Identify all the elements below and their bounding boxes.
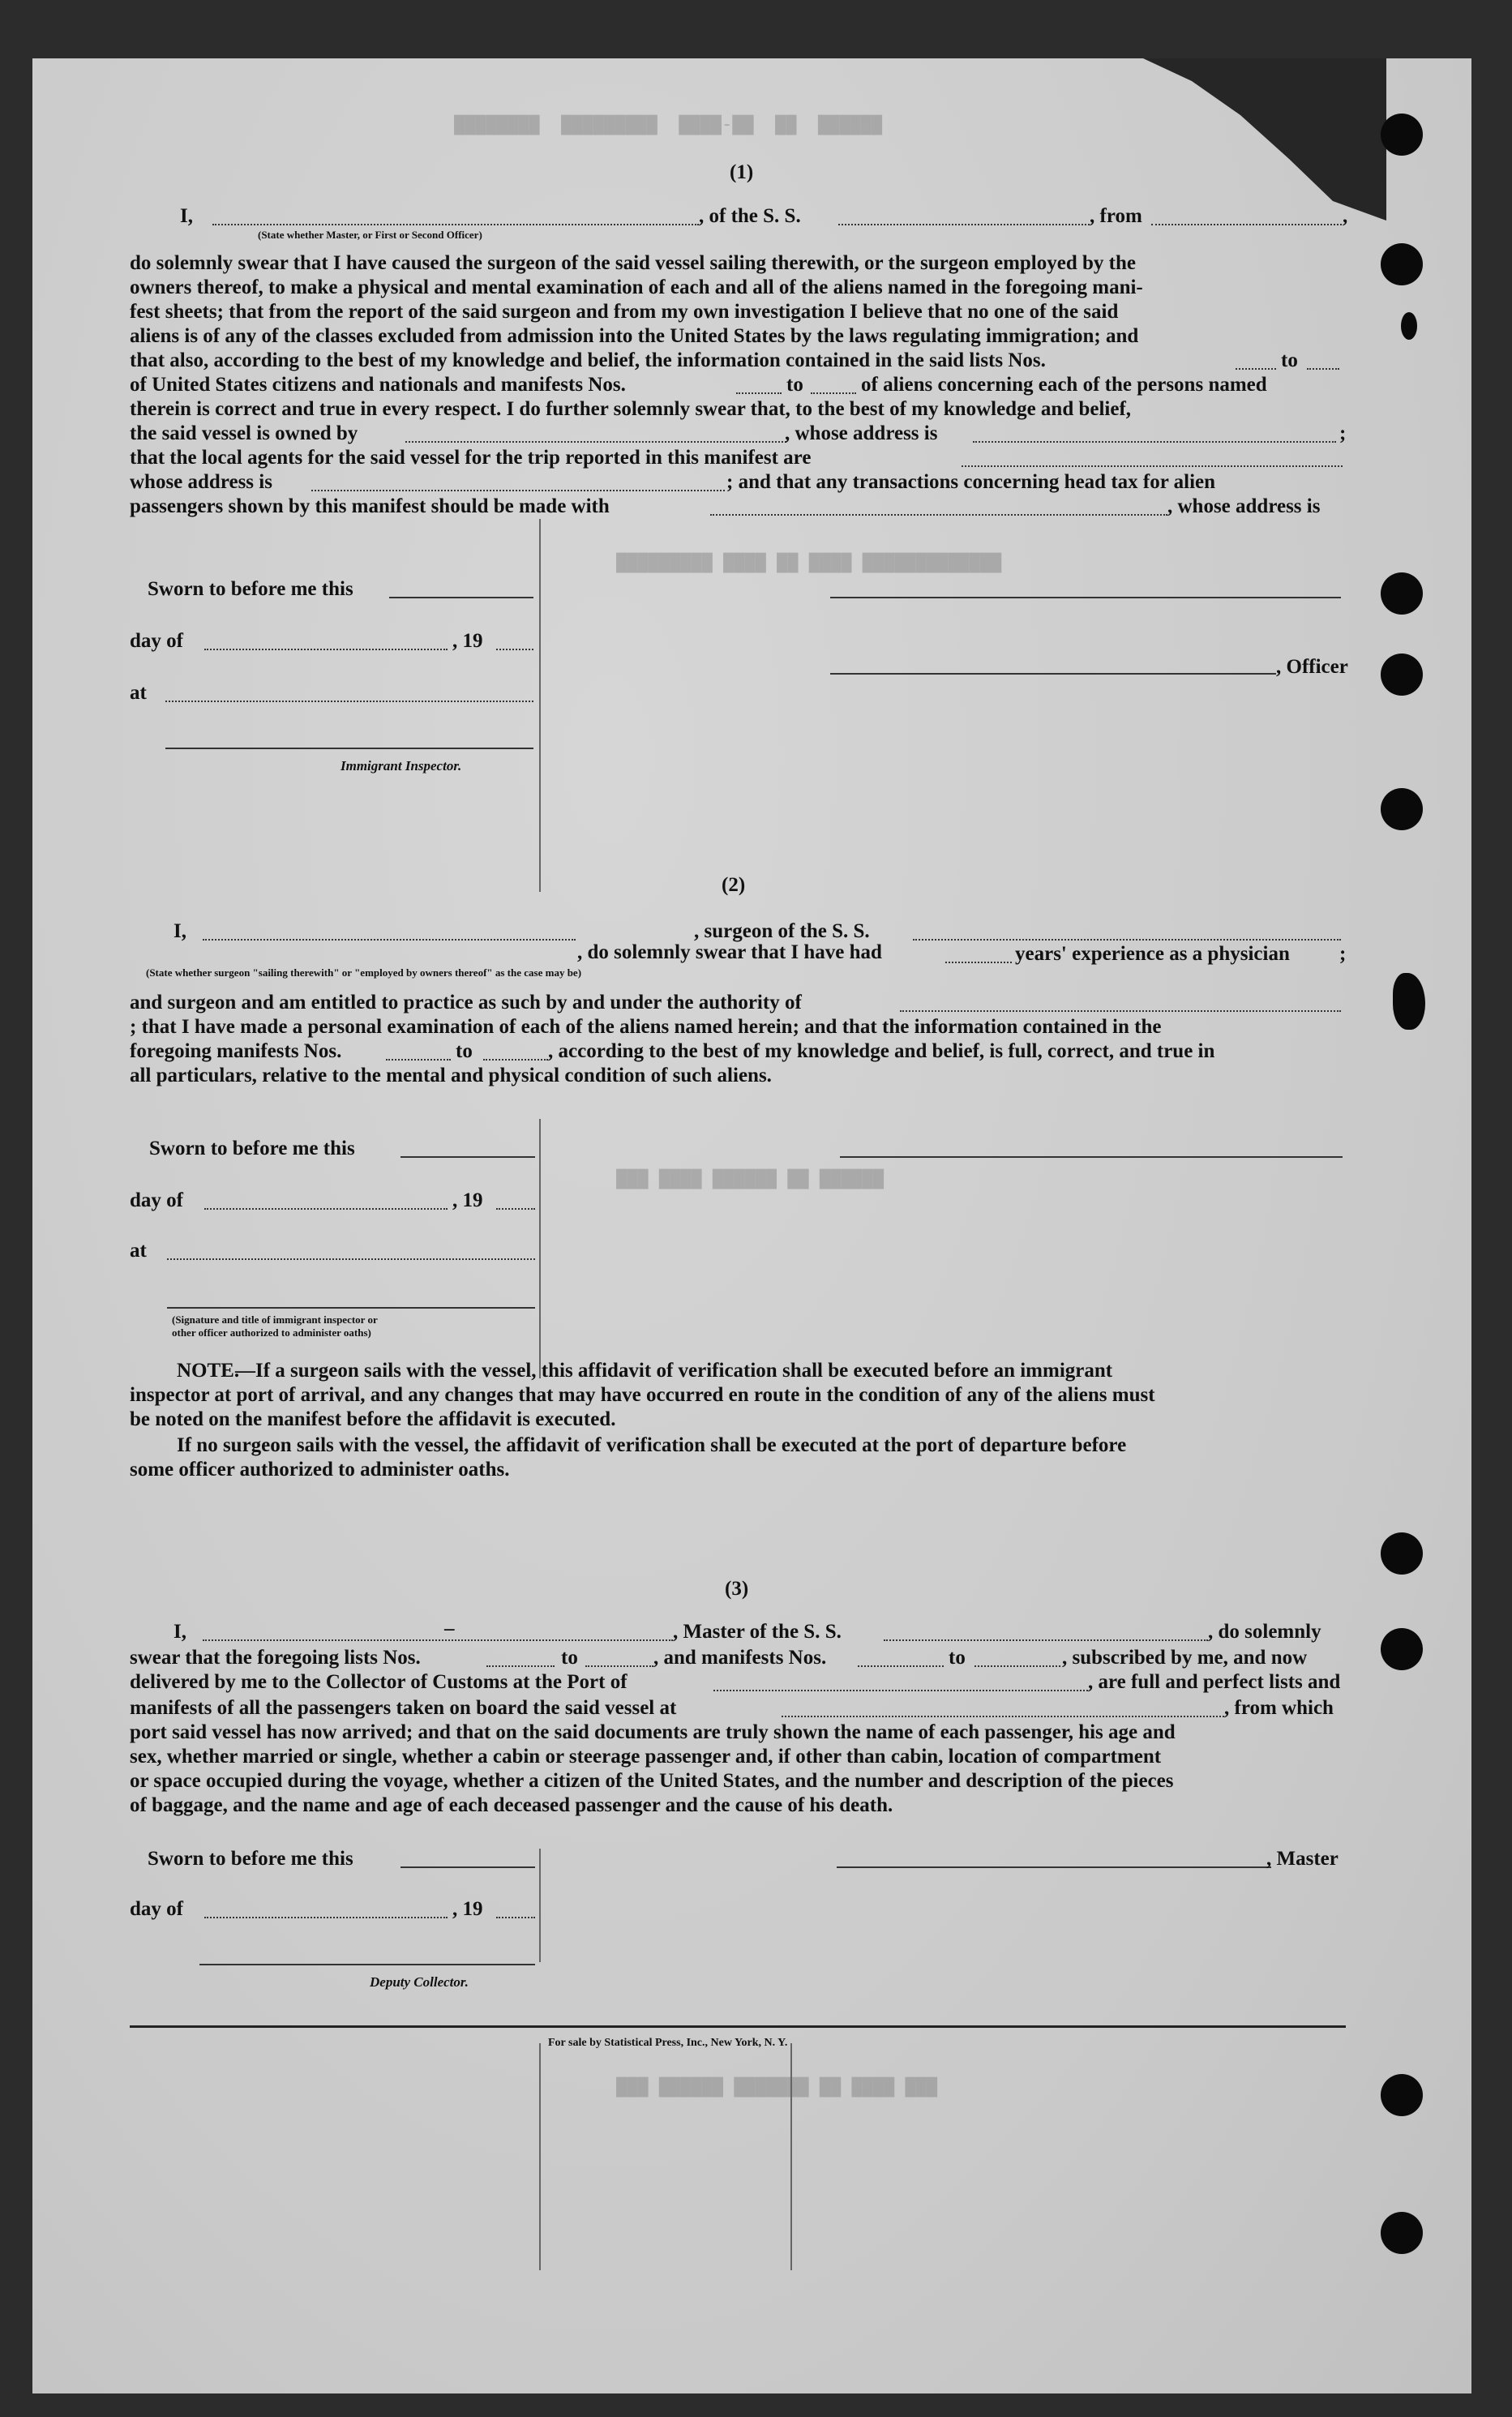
s2-note-label: NOTE. <box>177 1360 240 1382</box>
punch-hole-8 <box>1381 2074 1423 2116</box>
s3-sworn-field[interactable] <box>400 1866 535 1868</box>
bleed-through: ██████ ██ ██████ ████ ███ <box>616 1169 884 1189</box>
s1-para-9: whose address is <box>130 471 272 493</box>
s1-lists-from-field[interactable] <box>1236 368 1276 370</box>
s2-manifests-to-field[interactable] <box>483 1059 548 1061</box>
s1-para-10: passengers shown by this manifest should be made with <box>130 495 610 517</box>
s2-authority-field[interactable] <box>900 1010 1341 1012</box>
s1-owner-field[interactable] <box>405 441 786 443</box>
s3-vessel-field[interactable] <box>884 1639 1208 1641</box>
s1-i: I, <box>180 205 193 227</box>
s1-year-field[interactable] <box>496 649 533 650</box>
s3-port-field[interactable] <box>713 1690 1088 1691</box>
s3-collector-signature-field[interactable] <box>199 1964 535 1965</box>
s3-full-perfect: , are full and perfect lists and <box>1088 1671 1341 1693</box>
s1-para-4: that also, according to the best of my knowledge and belief, the information contained in the said lists Nos. <box>130 349 1046 371</box>
bleed-through: ███ ████ ██ ███████ ██████ ███ <box>616 2077 938 2098</box>
s2-manifests-from-field[interactable] <box>386 1059 451 1061</box>
s2-day-of: day of <box>130 1189 183 1211</box>
s2-note-2: be noted on the manifest before the affidavit is executed. <box>130 1408 616 1430</box>
s3-departure-port-field[interactable] <box>782 1716 1224 1717</box>
s1-owner-address-field[interactable] <box>973 441 1336 443</box>
s1-to-2: to <box>786 374 803 396</box>
s2-para-2: foregoing manifests Nos. <box>130 1040 342 1062</box>
s2-para-1: ; that I have made a personal examination of each of the aliens named herein; and that the information contained in the <box>130 1016 1162 1038</box>
s3-para-4: sex, whether married or single, whether a cabin or steerage passenger and, if other than cabin, location of compartment <box>130 1746 1162 1768</box>
s2-at: at <box>130 1240 147 1262</box>
s3-and-manifests: , and manifests Nos. <box>653 1647 827 1669</box>
s3-master-signature-field[interactable] <box>837 1866 1271 1868</box>
s3-manifests-to-field[interactable] <box>974 1665 1060 1667</box>
s1-inspector-caption: Immigrant Inspector. <box>341 758 462 774</box>
s2-i: I, <box>173 920 186 942</box>
bleed-through: █████████████ ████ ██ ████ █████████ <box>616 553 1002 573</box>
bleed-through: ██████ ██ ██-████ █████████ ████████ <box>454 115 883 135</box>
s2-swear-had: , do solemnly swear that I have had <box>577 941 882 963</box>
s3-para-0: swear that the foregoing lists Nos. <box>130 1647 421 1669</box>
s3-para-5: or space occupied during the voyage, whether a citizen of the United States, and the number and description of the pieces <box>130 1770 1174 1792</box>
s2-inspector-signature-field[interactable] <box>167 1307 535 1309</box>
s1-officer-label: , Officer <box>1276 656 1348 678</box>
s1-para-5: of United States citizens and nationals and manifests Nos. <box>130 374 626 396</box>
s2-caption: (State whether surgeon "sailing therewith" or "employed by owners thereof" as the case may be) <box>146 966 582 979</box>
s2-year-field[interactable] <box>496 1208 535 1210</box>
s3-para-6: of baggage, and the name and age of each deceased passenger and the cause of his death. <box>130 1794 893 1816</box>
punch-hole-3 <box>1381 572 1423 615</box>
s2-semi: ; <box>1339 943 1347 965</box>
s2-surgeon-of: , surgeon of the S. S. <box>694 920 870 942</box>
s1-from-field[interactable] <box>1151 224 1342 225</box>
s1-para-8: that the local agents for the said vessel for the trip reported in this manifest are <box>130 447 812 469</box>
s1-at: at <box>130 682 147 704</box>
ink-smudge <box>1401 312 1417 340</box>
s3-year: , 19 <box>452 1898 483 1920</box>
s3-manifests-from-field[interactable] <box>858 1665 944 1667</box>
s1-year: , 19 <box>452 630 483 652</box>
s1-para-7: the said vessel is owned by <box>130 422 358 444</box>
s2-day-field[interactable] <box>204 1208 448 1210</box>
s1-lists-to-field[interactable] <box>1307 368 1339 370</box>
s2-note2-0: If no surgeon sails with the vessel, the affidavit of verification shall be executed at the port of departure before <box>177 1434 1127 1456</box>
s2-surgeon-signature-field[interactable] <box>840 1156 1343 1158</box>
section-2-number: (2) <box>722 874 746 896</box>
s2-sworn: Sworn to before me this <box>149 1138 355 1159</box>
s3-subscribed: , subscribed by me, and now <box>1062 1647 1308 1669</box>
s2-years-field[interactable] <box>945 962 1012 963</box>
s3-para-3: port said vessel has now arrived; and that on the said documents are truly shown the name of each passenger, his age and <box>130 1721 1176 1743</box>
s2-note-1: inspector at port of arrival, and any changes that may have occurred en route in the condition of any of the aliens must <box>130 1384 1155 1406</box>
punch-hole-1 <box>1381 114 1423 156</box>
s2-years: years' experience as a physician <box>1015 943 1290 965</box>
s3-dash: – <box>444 1618 455 1639</box>
s2-surgeon-name-field[interactable] <box>203 939 576 941</box>
s1-sworn-field[interactable] <box>389 597 533 598</box>
section-1-number: (1) <box>730 161 754 183</box>
s1-officer-caption: (State whether Master, or First or Second Officer) <box>258 229 482 241</box>
s3-master-name-field[interactable] <box>203 1639 673 1641</box>
s1-of-aliens: of aliens concerning each of the persons named <box>861 374 1267 396</box>
footer-rule <box>130 2025 1346 2028</box>
s3-day-field[interactable] <box>204 1917 448 1918</box>
s1-whose-address-is: , whose address is <box>1167 495 1321 517</box>
section-3-number: (3) <box>725 1578 749 1600</box>
s1-vessel-field[interactable] <box>838 224 1090 225</box>
s1-officer-title-field[interactable] <box>830 673 1276 675</box>
s2-to: to <box>456 1040 473 1062</box>
s3-sworn: Sworn to before me this <box>148 1848 353 1870</box>
column-rule <box>539 519 541 892</box>
s3-i: I, <box>173 1621 186 1643</box>
s2-sig-caption-2: other officer authorized to administer oaths) <box>172 1326 371 1339</box>
s1-head-tax: ; and that any transactions concerning head tax for alien <box>726 471 1216 493</box>
s1-agents-field[interactable] <box>962 465 1343 467</box>
s3-year-field[interactable] <box>496 1917 535 1918</box>
s1-para-0: do solemnly swear that I have caused the surgeon of the said vessel sailing therewith, or the surgeon employed by the <box>130 252 1136 274</box>
s3-to-1: to <box>561 1647 578 1669</box>
punch-hole-7 <box>1381 1628 1423 1670</box>
s3-master-of: , Master of the S. S. <box>673 1621 842 1643</box>
s3-to-2: to <box>949 1647 966 1669</box>
punch-hole-2 <box>1381 243 1423 285</box>
s1-officer-signature-field[interactable] <box>830 597 1341 598</box>
s1-whose-address: , whose address is <box>785 422 938 444</box>
s1-officer-field[interactable] <box>212 224 699 225</box>
punch-hole-5 <box>1381 788 1423 830</box>
s3-para-2: manifests of all the passengers taken on board the said vessel at <box>130 1697 677 1719</box>
s3-lists-from-field[interactable] <box>486 1665 555 1667</box>
s1-manifests-from-field[interactable] <box>736 392 782 394</box>
s3-from-which: , from which <box>1224 1697 1334 1719</box>
s3-collector-caption: Deputy Collector. <box>370 1974 469 1990</box>
column-rule <box>790 2043 792 2270</box>
s1-day-of: day of <box>130 630 183 652</box>
s2-sig-caption-1: (Signature and title of immigrant inspector or <box>172 1313 378 1326</box>
s3-lists-to-field[interactable] <box>585 1665 653 1667</box>
s1-para-3: aliens is of any of the classes excluded from admission into the United States by the laws regulating immigration; and <box>130 325 1139 347</box>
s1-para-2: fest sheets; that from the report of the said surgeon and from my own investigation I believe that no one of the said <box>130 301 1119 323</box>
footer-printer: For sale by Statistical Press, Inc., New York, N. Y. <box>548 2037 788 2049</box>
s1-of-ss: , of the S. S. <box>699 205 801 227</box>
s2-at-field[interactable] <box>167 1258 535 1260</box>
s2-according: , according to the best of my knowledge and belief, is full, correct, and true in <box>548 1040 1215 1062</box>
column-rule <box>539 1849 541 1962</box>
s1-agents-address-field[interactable] <box>311 490 725 491</box>
s1-head-tax-field[interactable] <box>710 514 1167 516</box>
s2-note-0: —If a surgeon sails with the vessel, this affidavit of verification shall be executed before an immigrant <box>235 1360 1113 1382</box>
s2-para-0: and surgeon and am entitled to practice as such by and under the authority of <box>130 992 802 1014</box>
s1-inspector-signature-field[interactable] <box>165 748 533 749</box>
s1-to-1: to <box>1281 349 1298 371</box>
s3-para-1: delivered by me to the Collector of Customs at the Port of <box>130 1671 628 1693</box>
column-rule <box>539 2043 541 2270</box>
punch-hole-6 <box>1381 1532 1423 1575</box>
s1-from: , from <box>1090 205 1142 227</box>
s2-para-3: all particulars, relative to the mental and physical condition of such aliens. <box>130 1065 772 1086</box>
s2-year: , 19 <box>452 1189 483 1211</box>
s3-day-of: day of <box>130 1898 183 1920</box>
column-rule <box>539 1119 541 1378</box>
s3-master-label: , Master <box>1266 1848 1339 1870</box>
s3-solemnly: , do solemnly <box>1208 1621 1321 1643</box>
s1-day-field[interactable] <box>204 649 448 650</box>
punch-hole-9 <box>1381 2212 1423 2254</box>
s1-sworn: Sworn to before me this <box>148 578 353 600</box>
s2-vessel-field[interactable] <box>913 939 1341 941</box>
s2-sworn-field[interactable] <box>400 1156 535 1158</box>
s1-semi: ; <box>1339 422 1347 444</box>
s1-para-1: owners thereof, to make a physical and mental examination of each and all of the aliens named in the foregoing mani- <box>130 276 1143 298</box>
s1-manifests-to-field[interactable] <box>811 392 856 394</box>
s1-para-6: therein is correct and true in every respect. I do further solemnly swear that, to the best of my knowledge and belief, <box>130 398 1132 420</box>
punch-hole-4 <box>1381 654 1423 696</box>
s2-note2-1: some officer authorized to administer oaths. <box>130 1459 510 1481</box>
s1-at-field[interactable] <box>165 701 533 702</box>
s1-comma: , <box>1343 205 1348 227</box>
